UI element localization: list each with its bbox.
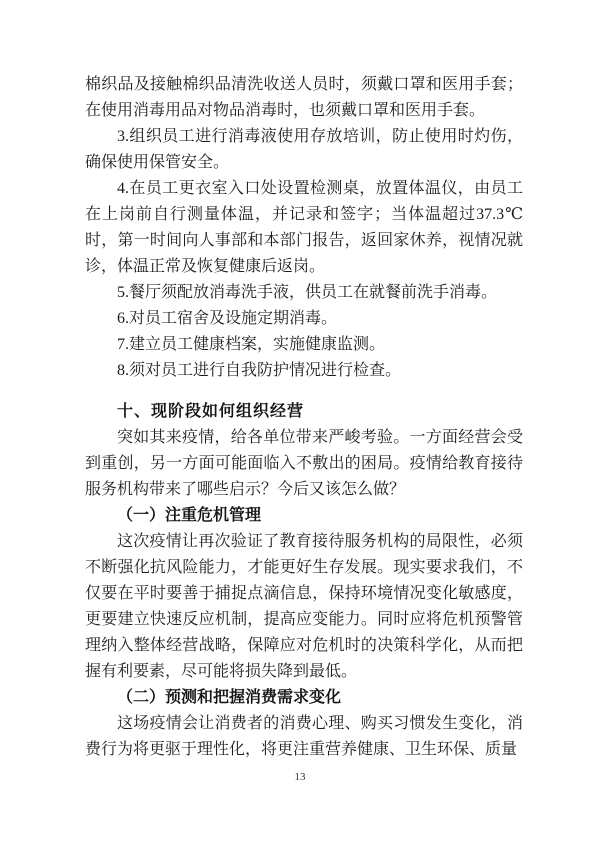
paragraph-consumer-demand: 这场疫情会让消费者的消费心理、购买习惯发生变化，消费行为将更驱于理性化，将更注重营养健康、卫生环保、质量 bbox=[85, 715, 523, 758]
paragraph-item-7: 7.建立员工健康档案，实施健康监测。 bbox=[117, 336, 386, 353]
document-body bbox=[85, 72, 523, 763]
paragraph-continued: 棉织品及接触棉织品清洗收送人员时，须戴口罩和医用手套；在使用消毒用品对物品消毒时，也须戴口罩和医用手套。 bbox=[85, 76, 523, 119]
sub-heading-one: （一）注重危机管理 bbox=[117, 507, 262, 524]
paragraph-section-intro: 突如其来疫情，给各单位带来严峻考验。一方面经营会受到重创，另一方面可能面临入不敷出的困局。疫情给教育接待服务机构带来了哪些启示？今后又该怎么做？ bbox=[85, 429, 523, 498]
section-heading-ten: 十、现阶段如何组织经营 bbox=[117, 403, 305, 420]
paragraph-item-6: 6.对员工宿舍及设施定期消毒。 bbox=[117, 310, 338, 327]
paragraph-item-5: 5.餐厅须配放消毒洗手液，供员工在就餐前洗手消毒。 bbox=[117, 284, 498, 301]
paragraph-item-4: 4.在员工更衣室入口处设置检测桌，放置体温仪，由员工在上岗前自行测量体温，并记录和签字；当体温超过37.3℃时，第一时间向人事部和本部门报告，返回家休养，视情况就诊，体温正常及恢复健康后返岗。 bbox=[85, 180, 523, 275]
paragraph-crisis-management: 这次疫情让再次验证了教育接待服务机构的局限性，必须不断强化抗风险能力，才能更好生存发展。现实要求我们，不仅要在平时要善于捕捉点滴信息，保持环境情况变化敏感度，更要建立快速反应机制，提高应变能力。同时应将危机预警管理纳入整体经营战略，保障应对危机时的决策科学化，从而把握有利要素，尽可能将损失降到最低。 bbox=[85, 533, 523, 680]
paragraph-item-3: 3.组织员工进行消毒液使用存放培训，防止使用时灼伤，确保使用保管安全。 bbox=[85, 128, 523, 171]
sub-heading-two: （二）预测和把握消费需求变化 bbox=[117, 689, 342, 706]
paragraph-item-8: 8.须对员工进行自我防护情况进行检查。 bbox=[117, 362, 402, 379]
page-number: 13 bbox=[294, 771, 306, 783]
